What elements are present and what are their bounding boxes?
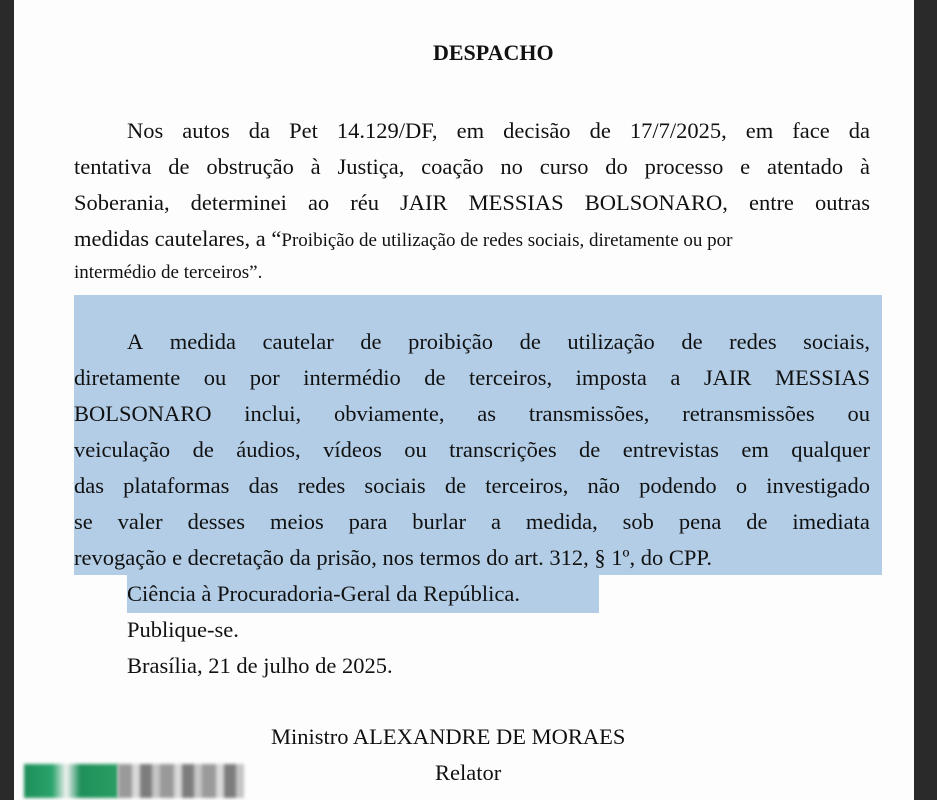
word: vídeos	[323, 437, 382, 462]
word: meios	[269, 509, 324, 534]
word: no	[500, 154, 523, 179]
word: de	[444, 473, 467, 498]
word: entrevistas	[622, 437, 719, 462]
paragraph-1-line-3	[74, 190, 870, 216]
word: de	[681, 329, 703, 354]
word: desses	[187, 509, 246, 534]
word: redes	[729, 329, 777, 354]
word: podendo	[639, 473, 717, 498]
paragraph-1-line-5: intermédio de terceiros”.	[74, 262, 263, 283]
word: das	[74, 473, 104, 498]
word: de	[579, 437, 601, 462]
word: não	[587, 473, 620, 498]
paragraph-2-line-1	[127, 329, 870, 355]
word: a	[490, 509, 501, 534]
word: à	[859, 154, 870, 179]
word: se	[74, 509, 93, 534]
word: ao	[307, 190, 330, 215]
word: atentado	[766, 154, 844, 179]
word: de	[589, 118, 611, 143]
word: por	[249, 365, 280, 390]
signature-name: Ministro ALEXANDRE DE MORAES	[271, 724, 626, 749]
publique-line: Publique-se.	[127, 617, 239, 642]
word: tentativa	[74, 154, 152, 179]
word: inclui,	[244, 401, 302, 426]
word: do	[605, 154, 628, 179]
word: obstrução	[206, 154, 294, 179]
word: imediata	[792, 509, 870, 534]
word: à	[310, 154, 321, 179]
word: determinei	[190, 190, 287, 215]
word: burlar	[412, 509, 467, 534]
word: sociais	[364, 473, 426, 498]
word: terceiros,	[469, 365, 553, 390]
word: sociais,	[803, 329, 870, 354]
word: BOLSONARO	[74, 401, 212, 426]
ciencia-line: Ciência à Procuradoria-Geral da República.	[127, 581, 520, 606]
word: autos	[182, 118, 230, 143]
paragraph-2-line-5	[74, 473, 870, 499]
word: BOLSONARO,	[584, 190, 728, 215]
word: de	[192, 437, 214, 462]
word: réu	[350, 190, 379, 215]
word: 14.129/DF,	[336, 118, 438, 143]
word: de	[746, 509, 768, 534]
word: intermédio	[303, 365, 401, 390]
word: de	[360, 329, 382, 354]
word: valer	[117, 509, 163, 534]
word: Nos	[127, 118, 164, 143]
word: processo	[644, 154, 724, 179]
word: investigado	[766, 473, 870, 498]
word: a	[670, 365, 681, 390]
blurred-watermark-text	[118, 764, 244, 798]
word: coação	[421, 154, 484, 179]
word: 17/7/2025,	[629, 118, 727, 143]
word: retransmissões	[682, 401, 815, 426]
word: MESSIAS	[774, 365, 870, 390]
word: MESSIAS	[468, 190, 564, 215]
word: áudios,	[236, 437, 301, 462]
word: em	[745, 118, 774, 143]
paragraph-1-line-4	[74, 226, 732, 252]
paragraph-2-line-6	[74, 509, 870, 535]
word: ou	[847, 401, 870, 426]
place-date: Brasília, 21 de julho de 2025.	[127, 653, 393, 678]
word: pena	[678, 509, 722, 534]
word: sob	[622, 509, 654, 534]
paragraph-1-line-2	[74, 154, 870, 180]
word: da	[248, 118, 271, 143]
word: diretamente	[74, 365, 181, 390]
word: medida,	[525, 509, 598, 534]
paragraph-2-line-4	[74, 437, 870, 463]
word: qualquer	[791, 437, 870, 462]
paragraph-1-line-1	[127, 118, 870, 144]
word: entre	[748, 190, 794, 215]
word: ou	[203, 365, 227, 390]
word: curso	[539, 154, 589, 179]
document-title: DESPACHO	[433, 40, 554, 65]
word: para	[348, 509, 388, 534]
word: JAIR	[703, 365, 752, 390]
word: terceiros,	[485, 473, 569, 498]
word: utilização	[567, 329, 655, 354]
word: transcrições	[449, 437, 557, 462]
word: proibição	[408, 329, 494, 354]
paragraph-2-line-2	[74, 365, 870, 391]
word: ou	[404, 437, 427, 462]
word: outras	[814, 190, 870, 215]
word: cautelar	[262, 329, 334, 354]
word: e	[740, 154, 751, 179]
word: redes	[297, 473, 346, 498]
word: Pet	[289, 118, 318, 143]
word: face	[792, 118, 830, 143]
word: plataformas	[123, 473, 230, 498]
word: as	[477, 401, 497, 426]
paragraph-2-line-7: revogação e decretação da prisão, nos termos do art. 312, § 1º, do CPP.	[74, 545, 713, 570]
paragraph-2-line-3	[74, 401, 870, 427]
word: veiculação	[74, 437, 171, 462]
word: transmissões,	[528, 401, 650, 426]
word: decisão	[503, 118, 571, 143]
word: em	[741, 437, 769, 462]
paragraph-1-line-4-main: medidas cautelares, a “	[74, 226, 282, 251]
document-page	[14, 0, 914, 800]
word: em	[456, 118, 485, 143]
word: da	[848, 118, 870, 143]
word: de	[168, 154, 190, 179]
word: Soberania,	[74, 190, 170, 215]
word: o	[735, 473, 748, 498]
word: de	[519, 329, 541, 354]
word: imposta	[575, 365, 647, 390]
blurred-watermark-logo	[24, 764, 118, 798]
word: das	[248, 473, 279, 498]
word: Justiça,	[337, 154, 405, 179]
word: de	[424, 365, 446, 390]
word: JAIR	[400, 190, 448, 215]
word: obviamente,	[333, 401, 445, 426]
word: medida	[169, 329, 237, 354]
word: A	[127, 329, 144, 354]
quoted-measure: Proibição de utilização de redes sociais, diretamente ou por	[281, 230, 733, 251]
signature-role: Relator	[435, 760, 502, 785]
